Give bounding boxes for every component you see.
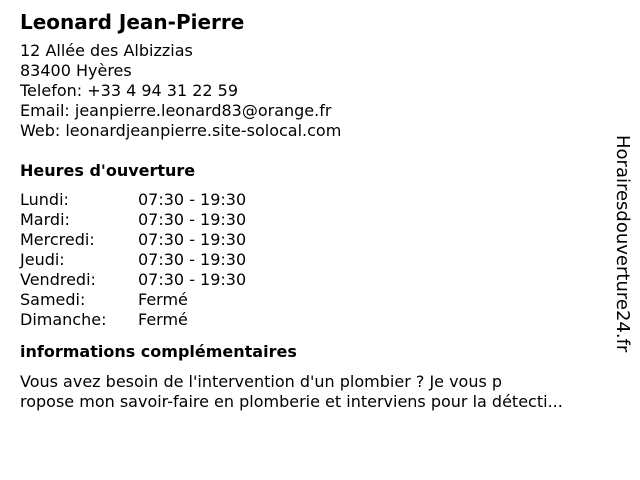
day-label: Samedi: (20, 290, 86, 309)
description-line-1: Vous avez besoin de l'intervention d'un plombier ? Je vous p (20, 372, 503, 391)
day-hours: 07:30 - 19:30 (138, 230, 247, 249)
site-watermark: Horairesdouverture24.fr (612, 135, 633, 353)
hours-row-saturday (20, 290, 600, 310)
address-city: 83400 Hyères (20, 61, 132, 80)
address-street: 12 Allée des Albizzias (20, 41, 193, 60)
opening-hours-title: Heures d'ouverture (20, 161, 196, 180)
hours-row-tuesday (20, 210, 600, 230)
day-hours: 07:30 - 19:30 (138, 270, 247, 289)
description-line-2: ropose mon savoir-faire en plomberie et interviens pour la détecti... (20, 392, 563, 411)
day-hours: 07:30 - 19:30 (138, 190, 247, 209)
day-label: Vendredi: (20, 270, 96, 289)
day-hours: 07:30 - 19:30 (138, 210, 247, 229)
hours-row-sunday (20, 310, 600, 330)
hours-row-friday (20, 270, 600, 290)
business-card (20, 9, 600, 412)
day-hours: Fermé (138, 310, 188, 329)
additional-info-title: informations complémentaires (20, 342, 297, 361)
day-label: Mardi: (20, 210, 70, 229)
hours-row-thursday (20, 250, 600, 270)
day-hours: 07:30 - 19:30 (138, 250, 247, 269)
hours-row-wednesday (20, 230, 600, 250)
web-text: Web: leonardjeanpierre.site-solocal.com (20, 121, 342, 140)
business-name: Leonard Jean-Pierre (20, 10, 245, 34)
day-label: Lundi: (20, 190, 69, 209)
email-text: Email: jeanpierre.leonard83@orange.fr (20, 101, 332, 120)
day-label: Jeudi: (20, 250, 65, 269)
day-hours: Fermé (138, 290, 188, 309)
day-label: Mercredi: (20, 230, 95, 249)
day-label: Dimanche: (20, 310, 107, 329)
phone-text: Telefon: +33 4 94 31 22 59 (20, 81, 239, 100)
hours-row-monday (20, 190, 600, 210)
